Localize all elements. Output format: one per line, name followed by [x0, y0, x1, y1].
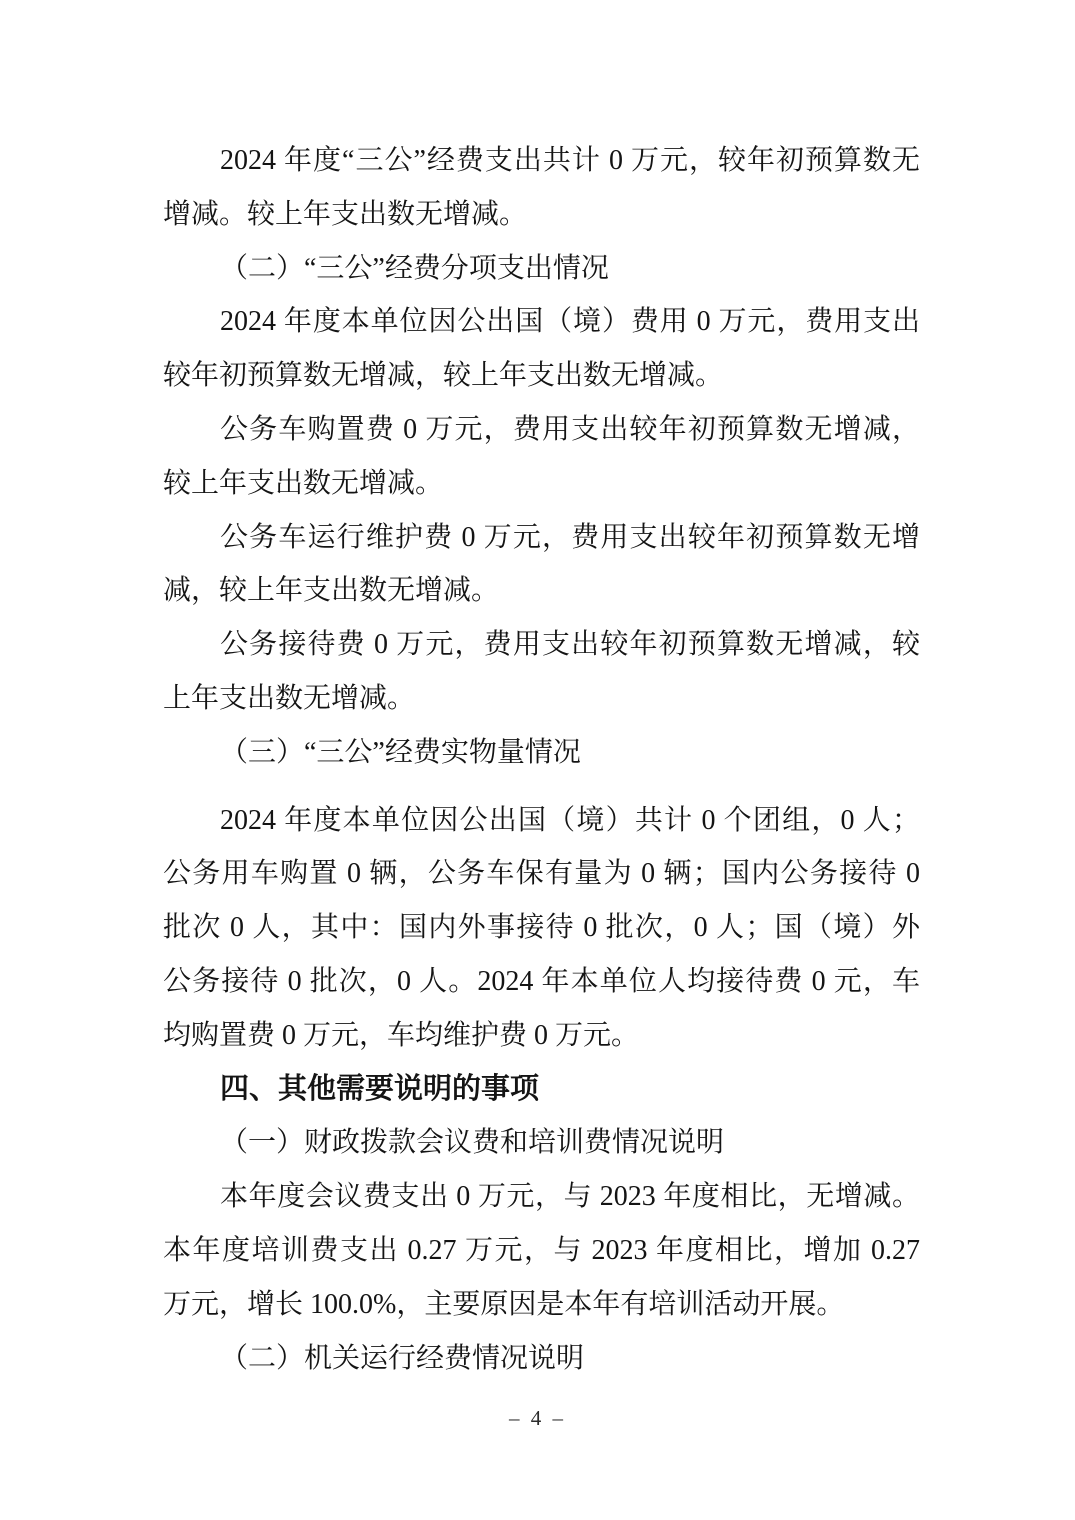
text-line-14: 公务用车购置 0 辆，公务车保有量为 0 辆；国内公务接待 0	[163, 858, 920, 890]
text-line-18: 四、其他需要说明的事项	[220, 1072, 540, 1105]
text-line-19: （一）财政拨款会议费和培训费情况说明	[220, 1127, 725, 1159]
text-line-7: 较上年支出数无增减。	[163, 467, 444, 499]
text-line-1: 2024 年度“三公”经费支出共计 0 万元，较年初预算数无	[220, 145, 920, 176]
text-line-12: （三）“三公”经费实物量情况	[220, 736, 581, 768]
text-line-5: 较年初预算数无增减，较上年支出数无增减。	[163, 360, 724, 392]
text-line-20: 本年度会议费支出 0 万元，与 2023 年度相比，无增减。	[220, 1181, 920, 1213]
text-line-23: （二）机关运行经费情况说明	[220, 1342, 585, 1374]
text-line-11: 上年支出数无增减。	[163, 682, 416, 714]
text-line-3: （二）“三公”经费分项支出情况	[220, 252, 609, 284]
text-line-10: 公务接待费 0 万元，费用支出较年初预算数无增减，较	[220, 629, 920, 661]
document-body	[163, 134, 920, 1385]
text-line-2: 增减。较上年支出数无增减。	[163, 198, 528, 230]
text-line-4: 2024 年度本单位因公出国（境）费用 0 万元，费用支出	[220, 306, 920, 338]
text-line-22: 万元，增长 100.0%，主要原因是本年有培训活动开展。	[163, 1288, 845, 1320]
page-number: – 4 –	[509, 1406, 566, 1430]
text-line-17: 均购置费 0 万元，车均维护费 0 万元。	[163, 1019, 640, 1051]
text-line-16: 公务接待 0 批次，0 人。2024 年本单位人均接待费 0 元，车	[163, 965, 920, 997]
text-line-6: 公务车购置费 0 万元，费用支出较年初预算数无增减，	[220, 413, 920, 445]
text-line-8: 公务车运行维护费 0 万元，费用支出较年初预算数无增	[220, 521, 920, 553]
text-line-9: 减，较上年支出数无增减。	[163, 575, 500, 607]
text-line-15: 批次 0 人，其中：国内外事接待 0 批次，0 人；国（境）外	[163, 912, 920, 944]
text-line-13: 2024 年度本单位因公出国（境）共计 0 个团组，0 人；	[220, 804, 920, 836]
text-line-21: 本年度培训费支出 0.27 万元，与 2023 年度相比，增加 0.27	[163, 1234, 920, 1266]
